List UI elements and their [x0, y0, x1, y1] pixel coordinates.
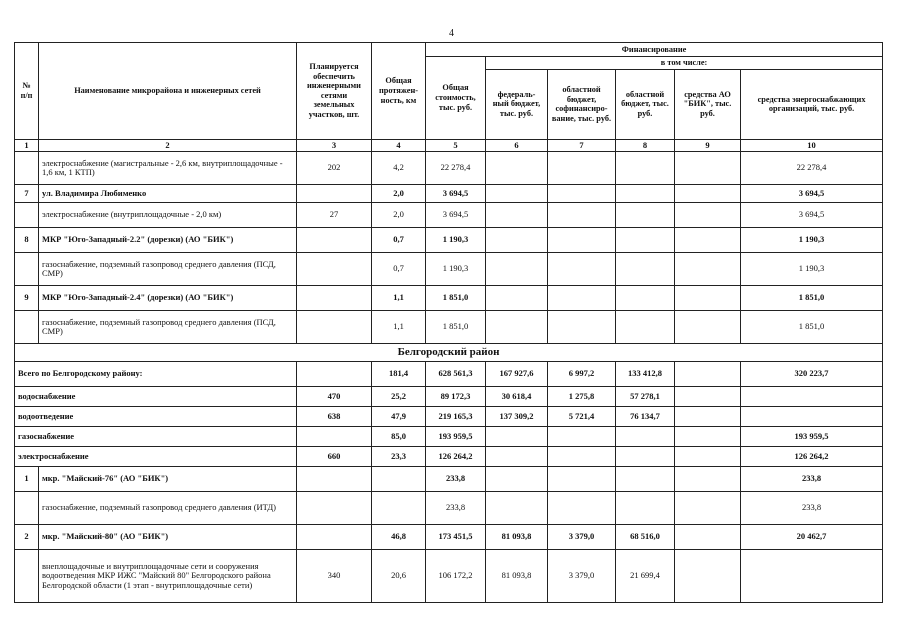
- row-bik: [675, 203, 741, 228]
- row-energy: 233,8: [741, 492, 883, 525]
- row-cofin: [548, 228, 616, 253]
- summary-bik: [675, 407, 741, 427]
- row-plots: 340: [297, 550, 372, 603]
- row-total: 173 451,5: [426, 525, 486, 550]
- row-energy: 3 694,5: [741, 203, 883, 228]
- row-federal: [486, 203, 548, 228]
- row-federal: [486, 152, 548, 185]
- row-bik: [675, 550, 741, 603]
- row-plots: 27: [297, 203, 372, 228]
- table-row: [15, 253, 883, 286]
- row-total: 106 172,2: [426, 550, 486, 603]
- row-bik: [675, 286, 741, 311]
- summary-length: 23,3: [372, 447, 426, 467]
- summary-total: 628 561,3: [426, 362, 486, 387]
- header-name: Наименование микрорайона и инженерных сетей: [39, 43, 297, 140]
- column-number: 8: [616, 139, 675, 152]
- row-energy: 22 278,4: [741, 152, 883, 185]
- table-row: [15, 550, 883, 603]
- row-num: [15, 253, 39, 286]
- summary-energy: [741, 407, 883, 427]
- summary-federal: [486, 447, 548, 467]
- row-num: [15, 203, 39, 228]
- row-plots: [297, 492, 372, 525]
- column-number: 9: [675, 139, 741, 152]
- row-length: 20,6: [372, 550, 426, 603]
- row-name: газоснабжение, подземный газопровод среднего давления (ПСД, СМР): [39, 253, 297, 286]
- row-regional: [616, 492, 675, 525]
- row-name: МКР "Юго-Западный-2.2" (дорезки) (АО "БИК"): [39, 228, 297, 253]
- summary-length: 47,9: [372, 407, 426, 427]
- row-num: [15, 152, 39, 185]
- row-plots: [297, 467, 372, 492]
- header-federal: федераль- ный бюджет, тыс. руб.: [486, 69, 548, 139]
- row-energy: 1 851,0: [741, 311, 883, 344]
- header-regional-cofin: областной бюджет, софинансиро- вание, тыс. руб.: [548, 69, 616, 139]
- row-name: электроснабжение (внутриплощадочные - 2,0 км): [39, 203, 297, 228]
- row-plots: [297, 311, 372, 344]
- summary-energy: 193 959,5: [741, 427, 883, 447]
- row-name: мкр. "Майский-76" (АО "БИК"): [39, 467, 297, 492]
- row-energy: 1 190,3: [741, 228, 883, 253]
- header-regional: областной бюджет, тыс. руб.: [616, 69, 675, 139]
- page-number: 4: [449, 28, 454, 39]
- row-regional: [616, 253, 675, 286]
- summary-bik: [675, 447, 741, 467]
- row-length: 2,0: [372, 185, 426, 203]
- summary-federal: [486, 427, 548, 447]
- table-row: [15, 185, 883, 203]
- column-number: 7: [548, 139, 616, 152]
- row-regional: [616, 203, 675, 228]
- header-financing: Финансирование: [426, 43, 883, 57]
- summary-plots: [297, 427, 372, 447]
- summary-regional: [616, 427, 675, 447]
- row-length: 46,8: [372, 525, 426, 550]
- row-regional: [616, 286, 675, 311]
- row-total: 3 694,5: [426, 203, 486, 228]
- row-federal: [486, 311, 548, 344]
- summary-length: 25,2: [372, 387, 426, 407]
- row-cofin: [548, 185, 616, 203]
- row-num: 2: [15, 525, 39, 550]
- column-number: 4: [372, 139, 426, 152]
- financing-table: [14, 42, 883, 603]
- row-cofin: 3 379,0: [548, 550, 616, 603]
- summary-name: газоснабжение: [15, 427, 297, 447]
- summary-federal: 167 927,6: [486, 362, 548, 387]
- header-energy: средства энергоснабжающих организаций, тыс. руб.: [741, 69, 883, 139]
- row-energy: 1 851,0: [741, 286, 883, 311]
- column-number: 6: [486, 139, 548, 152]
- row-cofin: [548, 467, 616, 492]
- summary-total: 193 959,5: [426, 427, 486, 447]
- row-federal: [486, 467, 548, 492]
- row-length: 4,2: [372, 152, 426, 185]
- row-energy: 3 694,5: [741, 185, 883, 203]
- row-num: [15, 492, 39, 525]
- row-plots: 202: [297, 152, 372, 185]
- summary-regional: 76 134,7: [616, 407, 675, 427]
- row-plots: [297, 253, 372, 286]
- row-regional: 68 516,0: [616, 525, 675, 550]
- row-bik: [675, 467, 741, 492]
- summary-bik: [675, 387, 741, 407]
- summary-row: [15, 407, 883, 427]
- summary-federal: 137 309,2: [486, 407, 548, 427]
- row-num: [15, 550, 39, 603]
- row-cofin: 3 379,0: [548, 525, 616, 550]
- row-bik: [675, 152, 741, 185]
- row-total: 1 851,0: [426, 311, 486, 344]
- summary-plots: 470: [297, 387, 372, 407]
- row-regional: [616, 228, 675, 253]
- row-length: 1,1: [372, 311, 426, 344]
- row-energy: 233,8: [741, 467, 883, 492]
- row-total: 3 694,5: [426, 185, 486, 203]
- district-row: [15, 344, 883, 362]
- row-energy: [741, 550, 883, 603]
- row-federal: [486, 253, 548, 286]
- row-bik: [675, 525, 741, 550]
- header-length: Общая протяжен- ность, км: [372, 43, 426, 140]
- row-cofin: [548, 286, 616, 311]
- summary-name: водоснабжение: [15, 387, 297, 407]
- row-federal: [486, 185, 548, 203]
- summary-regional: 57 278,1: [616, 387, 675, 407]
- summary-total: 126 264,2: [426, 447, 486, 467]
- row-total: 1 190,3: [426, 253, 486, 286]
- row-federal: [486, 286, 548, 311]
- row-federal: [486, 228, 548, 253]
- table-row: [15, 467, 883, 492]
- summary-total: 219 165,3: [426, 407, 486, 427]
- summary-regional: 133 412,8: [616, 362, 675, 387]
- summary-plots: 638: [297, 407, 372, 427]
- row-num: 9: [15, 286, 39, 311]
- row-total: 1 851,0: [426, 286, 486, 311]
- row-regional: 21 699,4: [616, 550, 675, 603]
- table-row: [15, 525, 883, 550]
- summary-federal: 30 618,4: [486, 387, 548, 407]
- row-plots: [297, 525, 372, 550]
- header-bik: средства АО "БИК", тыс. руб.: [675, 69, 741, 139]
- summary-plots: 660: [297, 447, 372, 467]
- row-name: МКР "Юго-Западный-2.4" (дорезки) (АО "БИК"): [39, 286, 297, 311]
- row-name: газоснабжение, подземный газопровод среднего давления (ИТД): [39, 492, 297, 525]
- row-energy: 1 190,3: [741, 253, 883, 286]
- row-federal: 81 093,8: [486, 525, 548, 550]
- row-name: газоснабжение, подземный газопровод среднего давления (ПСД, СМР): [39, 311, 297, 344]
- row-length: 0,7: [372, 228, 426, 253]
- row-num: 1: [15, 467, 39, 492]
- row-cofin: [548, 253, 616, 286]
- row-total: 233,8: [426, 467, 486, 492]
- row-total: 1 190,3: [426, 228, 486, 253]
- summary-energy: 320 223,7: [741, 362, 883, 387]
- row-federal: 81 093,8: [486, 550, 548, 603]
- summary-energy: 126 264,2: [741, 447, 883, 467]
- column-number: 10: [741, 139, 883, 152]
- table-row: [15, 228, 883, 253]
- summary-name: водоотведение: [15, 407, 297, 427]
- summary-cofin: 6 997,2: [548, 362, 616, 387]
- district-title: Белгородский район: [15, 344, 883, 362]
- row-num: 8: [15, 228, 39, 253]
- summary-cofin: [548, 447, 616, 467]
- table-row: [15, 203, 883, 228]
- summary-row: [15, 387, 883, 407]
- table-row: [15, 286, 883, 311]
- summary-row: [15, 447, 883, 467]
- summary-bik: [675, 427, 741, 447]
- row-cofin: [548, 152, 616, 185]
- table-row: [15, 152, 883, 185]
- summary-row: [15, 362, 883, 387]
- summary-regional: [616, 447, 675, 467]
- row-bik: [675, 492, 741, 525]
- summary-name: Всего по Белгородскому району:: [15, 362, 297, 387]
- row-plots: [297, 228, 372, 253]
- header-plots: Планируется обеспечить инженерными сетями земельных участков, шт.: [297, 43, 372, 140]
- row-length: 1,1: [372, 286, 426, 311]
- row-num: [15, 311, 39, 344]
- row-regional: [616, 467, 675, 492]
- column-number: 5: [426, 139, 486, 152]
- row-regional: [616, 152, 675, 185]
- row-length: 2,0: [372, 203, 426, 228]
- row-bik: [675, 228, 741, 253]
- row-bik: [675, 253, 741, 286]
- summary-bik: [675, 362, 741, 387]
- row-energy: 20 462,7: [741, 525, 883, 550]
- row-length: 0,7: [372, 253, 426, 286]
- row-cofin: [548, 492, 616, 525]
- row-plots: [297, 185, 372, 203]
- summary-cofin: [548, 427, 616, 447]
- row-total: 233,8: [426, 492, 486, 525]
- summary-length: 181,4: [372, 362, 426, 387]
- row-name: ул. Владимира Любименко: [39, 185, 297, 203]
- table-row: [15, 492, 883, 525]
- header-total: Общая стоимость, тыс. руб.: [426, 57, 486, 140]
- row-plots: [297, 286, 372, 311]
- column-number: 2: [39, 139, 297, 152]
- row-num: 7: [15, 185, 39, 203]
- summary-cofin: 1 275,8: [548, 387, 616, 407]
- summary-name: электроснабжение: [15, 447, 297, 467]
- row-length: [372, 492, 426, 525]
- row-length: [372, 467, 426, 492]
- row-name: мкр. "Майский-80" (АО "БИК"): [39, 525, 297, 550]
- row-cofin: [548, 203, 616, 228]
- summary-plots: [297, 362, 372, 387]
- row-cofin: [548, 311, 616, 344]
- summary-cofin: 5 721,4: [548, 407, 616, 427]
- column-number-row: [15, 139, 883, 152]
- row-regional: [616, 185, 675, 203]
- row-name: электроснабжение (магистральные - 2,6 км, внутриплощадочные - 1,6 км, 1 КТП): [39, 152, 297, 185]
- column-number: 1: [15, 139, 39, 152]
- row-bik: [675, 185, 741, 203]
- summary-total: 89 172,3: [426, 387, 486, 407]
- row-total: 22 278,4: [426, 152, 486, 185]
- summary-length: 85,0: [372, 427, 426, 447]
- header-num: № п/п: [15, 43, 39, 140]
- column-number: 3: [297, 139, 372, 152]
- header-including: в том числе:: [486, 57, 883, 70]
- summary-energy: [741, 387, 883, 407]
- table-row: [15, 311, 883, 344]
- row-bik: [675, 311, 741, 344]
- row-federal: [486, 492, 548, 525]
- row-regional: [616, 311, 675, 344]
- row-name: внеплощадочные и внутриплощадочные сети и сооружения водоотведения МКР ИЖС "Майский 80" Белгородского района Белгородской области (1 этап - внутриплощадочные сети): [39, 550, 297, 603]
- summary-row: [15, 427, 883, 447]
